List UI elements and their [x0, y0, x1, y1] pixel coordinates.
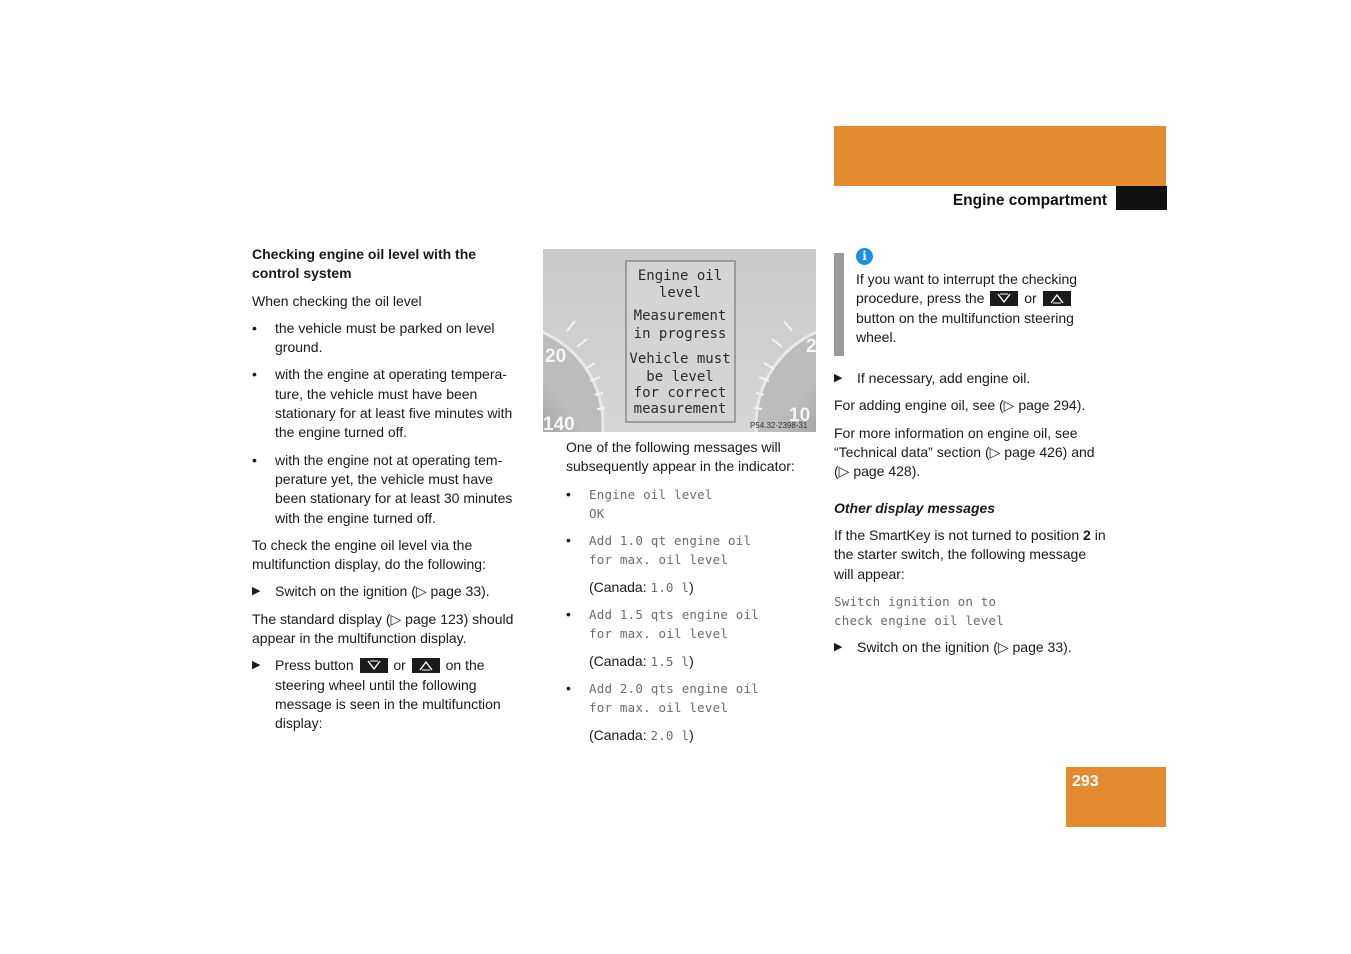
adding-oil-reference: For adding engine oil, see (▷ page 294). — [834, 397, 1086, 414]
list-item: • the vehicle must be parked on level ground. — [252, 319, 495, 356]
speedometer-label-20: 20 — [545, 346, 567, 367]
step-item: ▶ Switch on the ignition (▷ page 33). — [834, 638, 1106, 657]
ignition-message: Switch ignition on to check engine oil level — [834, 593, 1004, 629]
standard-display-text: The standard display (▷ page 123) should appear in the multifunction display. — [252, 610, 514, 647]
intro-text: When checking the oil level — [252, 292, 422, 309]
subsection-title: Engine compartment — [952, 192, 1107, 209]
step-item: ▶ Press button or on the steering wheel until the following message is seen in the multifunction display: — [252, 657, 501, 732]
bullet-icon: • — [566, 532, 571, 549]
step-arrow-icon: ▶ — [252, 659, 261, 672]
svg-text:Measurement: Measurement — [633, 308, 727, 324]
info-note — [834, 248, 1106, 347]
up-button-icon — [412, 658, 440, 673]
down-button-icon — [360, 658, 388, 673]
list-item: • Add 1.5 qts engine oil for max. oil level (Canada: 1.5 l) — [566, 606, 759, 669]
info-icon: i — [856, 248, 873, 265]
bullet-icon: • — [566, 606, 571, 623]
section-tab-marker — [1116, 186, 1167, 210]
step-item: ▶ If necessary, add engine oil. — [834, 369, 1106, 388]
column-left — [252, 245, 527, 742]
up-button-icon — [1043, 291, 1071, 306]
instruction-intro: To check the engine oil level via the multifunction display, do the following: — [252, 536, 486, 573]
speedometer-label-140: 140 — [543, 414, 575, 432]
instrument-cluster-figure — [543, 249, 816, 432]
bullet-icon: • — [566, 679, 571, 696]
svg-text:in progress: in progress — [633, 326, 727, 342]
svg-text:measurement: measurement — [633, 401, 727, 417]
info-side-bar — [834, 253, 844, 356]
list-item: • with the engine not at operating tem-perature yet, the vehicle must have been stationary for at least 30 minutes with the engine turned off. — [252, 451, 513, 526]
step-arrow-icon: ▶ — [252, 585, 261, 598]
svg-text:Vehicle must: Vehicle must — [629, 351, 731, 367]
down-button-icon — [990, 291, 1018, 306]
bullet-icon: • — [252, 319, 257, 336]
bullet-icon: • — [252, 451, 257, 468]
header-band — [834, 126, 1166, 186]
heading-check-oil: Checking engine oil level with the control system — [252, 246, 477, 282]
info-text: If you want to interrupt the checking procedure, press the or button on the multifunction steering wheel. — [856, 271, 1078, 345]
svg-text:be level: be level — [646, 369, 714, 385]
column-middle — [566, 438, 816, 753]
tachometer-label-2: 2 — [806, 336, 816, 357]
messages-intro: One of the following messages will subsequently appear in the indicator: — [566, 439, 795, 475]
bullet-icon: • — [252, 366, 257, 383]
list-item: • Engine oil level OK — [566, 485, 713, 521]
bullet-icon: • — [566, 485, 571, 502]
tachometer-label-10: 10 — [789, 405, 811, 426]
step-arrow-icon: ▶ — [834, 641, 843, 654]
messages-list — [566, 485, 816, 745]
svg-text:for correct: for correct — [633, 385, 727, 401]
list-item: • Add 2.0 qts engine oil for max. oil level (Canada: 2.0 l) — [566, 679, 759, 743]
list-item: • Add 1.0 qt engine oil for max. oil level (Canada: 1.0 l) — [566, 532, 752, 595]
step-item: ▶ Switch on the ignition (▷ page 33). — [252, 582, 527, 601]
column-right — [834, 245, 1106, 666]
conditions-list — [252, 319, 527, 528]
svg-text:Engine oil: Engine oil — [637, 268, 723, 284]
subheading-other-messages: Other display messages — [834, 499, 996, 516]
more-info-text: For more information on engine oil, see “Technical data” section (▷ page 426) and (▷ page 428). — [834, 424, 1095, 480]
page-number: 293 — [1072, 773, 1099, 790]
svg-text:level: level — [658, 285, 702, 301]
figure-id: P54.32-2398-31 — [750, 421, 808, 430]
section-title: Operation — [1213, 160, 1291, 178]
list-item: • with the engine at operating tempera-ture, the vehicle must have been stationary for at least five minutes with the engine turned off. — [252, 366, 513, 441]
smartkey-text: If the SmartKey is not turned to position 2 in the starter switch, the following message will appear: — [834, 526, 1106, 582]
step-arrow-icon: ▶ — [834, 372, 843, 385]
